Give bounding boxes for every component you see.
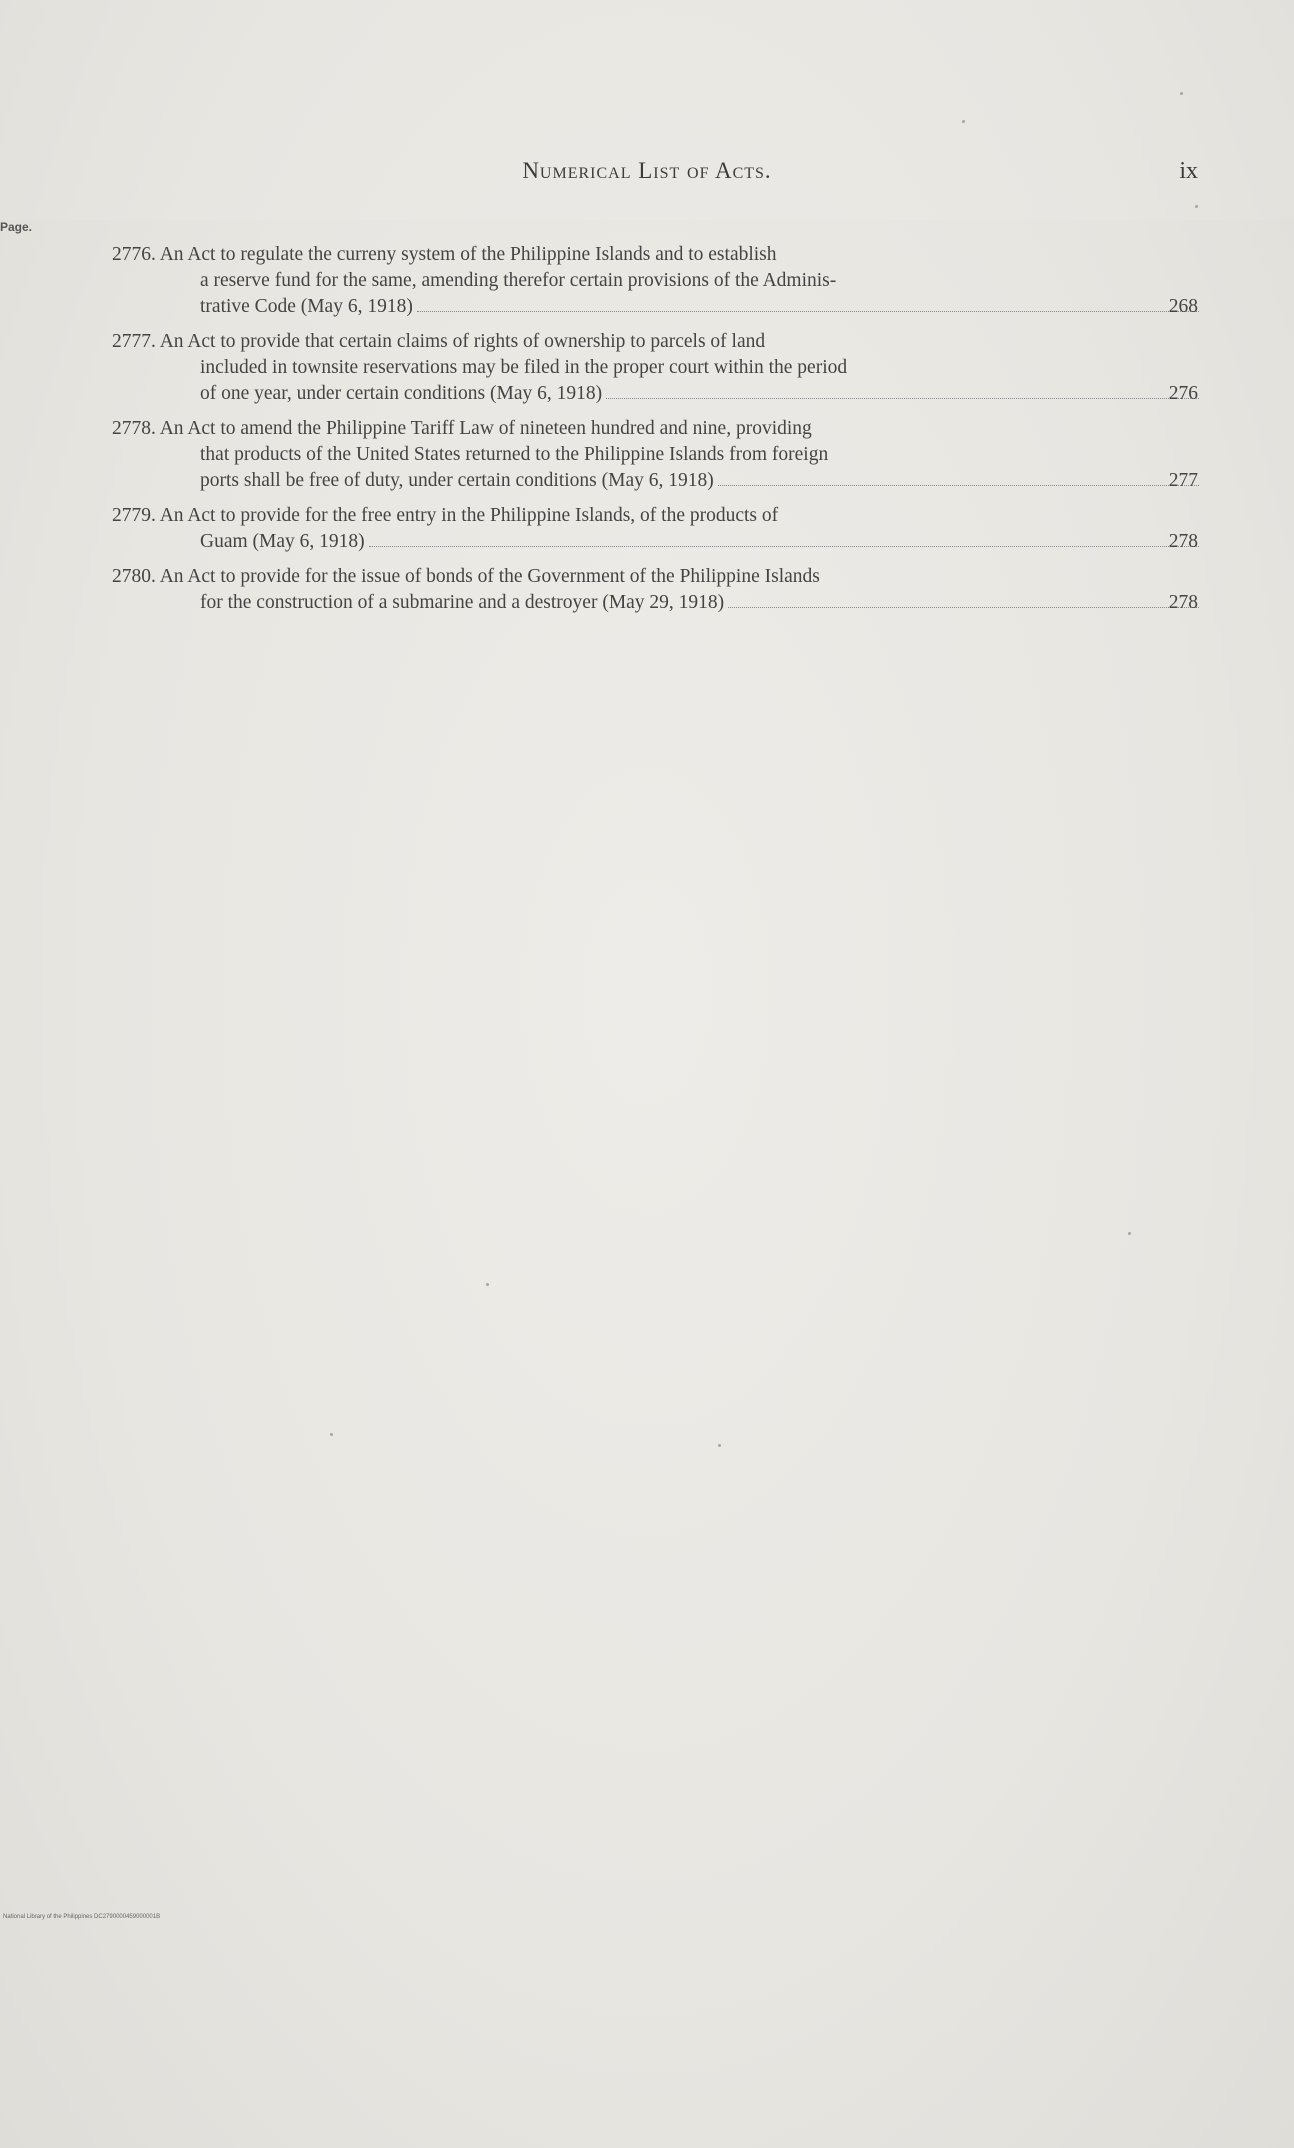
- entry-text-line: included in townsite reservations may be filed in the proper court within the period: [200, 357, 848, 378]
- entry-text-line: of one year, under certain conditions (May 6, 1918): [200, 383, 603, 404]
- dot-leader: [718, 484, 1199, 486]
- entry-last-line: [112, 468, 1203, 494]
- act-number: 2780.: [112, 566, 156, 587]
- paper-speck: [330, 1433, 333, 1436]
- entry-first-line: [112, 329, 1203, 355]
- dot-leader: [728, 606, 1199, 608]
- paper-speck: [718, 1444, 721, 1447]
- act-number: 2777.: [112, 331, 156, 352]
- paper-speck: [1195, 205, 1198, 208]
- entry-text-line: An Act to regulate the curreny system of the Philippine Islands and to establish: [159, 244, 777, 265]
- entry-text-line: An Act to provide that certain claims of rights of ownership to parcels of land: [159, 331, 766, 352]
- page-number: ix: [1179, 158, 1198, 184]
- entry-text-line: An Act to amend the Philippine Tariff Law of nineteen hundred and nine, providing: [159, 418, 812, 439]
- list-item: [112, 564, 1198, 616]
- entry-text-line: An Act to provide for the free entry in the Philippine Islands, of the products of: [159, 505, 779, 526]
- dot-leader: [417, 310, 1199, 312]
- dot-leader: [369, 545, 1199, 547]
- entry-last-line: [112, 381, 1203, 407]
- paper-speck: [1128, 1232, 1131, 1235]
- list-item: [112, 503, 1198, 555]
- acts-list: [112, 242, 1198, 625]
- page-reference: 277: [1168, 470, 1198, 491]
- paper-speck: [486, 1283, 489, 1286]
- page-reference: 268: [1168, 296, 1198, 317]
- entry-text-line: Guam (May 6, 1918): [200, 531, 365, 552]
- entry-last-line: [112, 590, 1203, 616]
- entry-text-line: ports shall be free of duty, under certain conditions (May 6, 1918): [200, 470, 714, 491]
- dot-leader: [606, 397, 1199, 399]
- entry-last-line: [112, 529, 1203, 555]
- page-reference: 278: [1168, 592, 1198, 613]
- entry-first-line: [112, 503, 1203, 529]
- entry-text-line: a reserve fund for the same, amending therefor certain provisions of the Adminis-: [200, 270, 837, 291]
- list-item: [112, 329, 1198, 407]
- list-item: [112, 416, 1198, 494]
- page-reference: 278: [1168, 531, 1198, 552]
- act-number: 2779.: [112, 505, 156, 526]
- list-item: [112, 242, 1198, 320]
- column-heading-page: Page.: [0, 220, 1294, 2148]
- entry-last-line: [112, 294, 1203, 320]
- entry-text-line: that products of the United States returned to the Philippine Islands from foreign: [200, 444, 829, 465]
- page-title: Numerical List of Acts.: [522, 158, 772, 183]
- entry-first-line: [112, 564, 1203, 590]
- entry-first-line: [112, 242, 1203, 268]
- paper-speck: [1180, 92, 1183, 95]
- paper-speck: [962, 120, 965, 123]
- page-reference: 276: [1168, 383, 1198, 404]
- scan-footer: National Library of the Philippines DC2790000459000001B: [3, 1914, 161, 1920]
- entry-first-line: [112, 416, 1203, 442]
- entry-text-line: An Act to provide for the issue of bonds of the Government of the Philippine Islands: [159, 566, 820, 587]
- act-number: 2776.: [112, 244, 156, 265]
- act-number: 2778.: [112, 418, 156, 439]
- entry-text-line: trative Code (May 6, 1918): [200, 296, 413, 317]
- entry-text-line: for the construction of a submarine and a destroyer (May 29, 1918): [200, 592, 725, 613]
